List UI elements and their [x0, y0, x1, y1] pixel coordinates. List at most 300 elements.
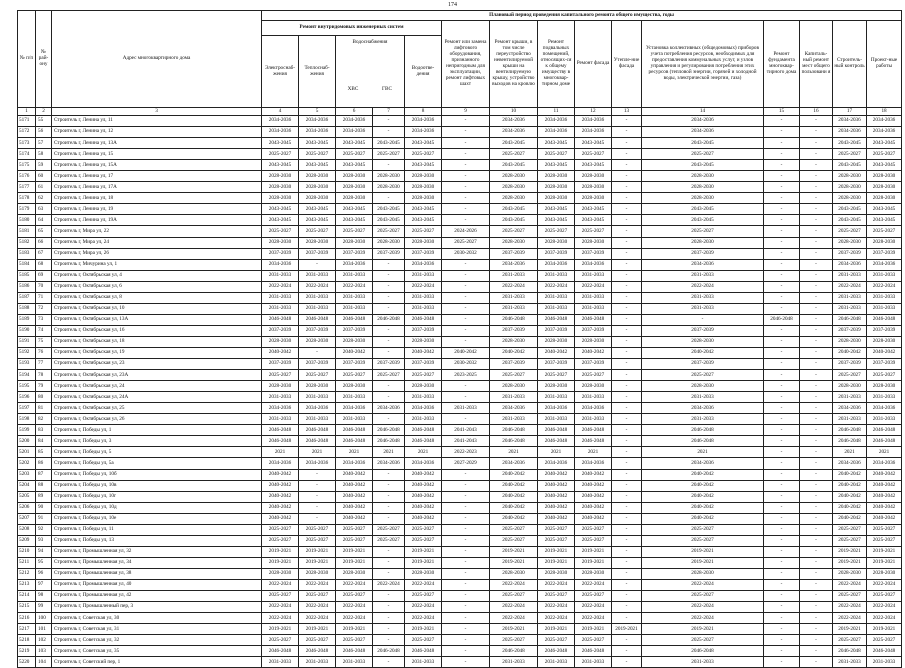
period-cell: 2022-2024: [833, 613, 867, 624]
period-cell: 2022-2024: [575, 281, 612, 292]
period-cell: 2031-2033: [642, 292, 764, 303]
period-cell: 2034-2036: [833, 116, 867, 127]
period-cell: -: [764, 370, 800, 381]
period-cell: 2031-2033: [538, 657, 575, 668]
period-cell: 2034-2036: [373, 403, 405, 414]
period-cell: 2019-2021: [336, 546, 373, 557]
period-cell: 2031-2033: [538, 270, 575, 281]
period-cell: 2025-2027: [575, 591, 612, 602]
address-cell: Строитель г, Октябрьская ул, 23: [52, 359, 262, 370]
period-cell: 2046-2048: [373, 646, 405, 657]
period-cell: 2037-2039: [833, 248, 867, 259]
period-cell: -: [764, 215, 800, 226]
period-cell: 2037-2039: [405, 248, 442, 259]
period-cell: 2027-2029: [442, 458, 490, 469]
period-cell: 2028-2030: [575, 336, 612, 347]
period-cell: 2028-2030: [299, 193, 336, 204]
district-number: 95: [36, 557, 52, 568]
period-cell: 2025-2027: [405, 370, 442, 381]
period-cell: 2028-2030: [867, 171, 902, 182]
period-cell: -: [800, 381, 833, 392]
period-cell: 2019-2021: [538, 546, 575, 557]
district-number: 102: [36, 635, 52, 646]
period-cell: -: [612, 579, 642, 590]
period-cell: 2043-2045: [490, 160, 538, 171]
period-cell: 2028-2030: [575, 568, 612, 579]
period-cell: -: [612, 469, 642, 480]
column-number: 17: [833, 108, 867, 116]
period-cell: -: [442, 613, 490, 624]
period-cell: -: [764, 425, 800, 436]
district-number: 88: [36, 480, 52, 491]
row-number: 5186: [18, 281, 36, 292]
header-internal-systems: Ремонт внутридомовых инженерных систем: [262, 21, 442, 36]
header-water: [336, 36, 405, 108]
period-cell: -: [764, 557, 800, 568]
period-cell: 2034-2036: [642, 127, 764, 138]
period-cell: 2019-2021: [490, 624, 538, 635]
period-cell: 2028-2030: [405, 171, 442, 182]
period-cell: 2028-2030: [642, 568, 764, 579]
period-cell: 2019-2021: [299, 546, 336, 557]
period-cell: 2028-2030: [373, 182, 405, 193]
period-cell: -: [442, 591, 490, 602]
row-number: 5202: [18, 458, 36, 469]
column-number: 18: [867, 108, 902, 116]
period-cell: -: [442, 171, 490, 182]
period-cell: 2028-2030: [538, 182, 575, 193]
period-cell: -: [764, 436, 800, 447]
period-cell: 2019-2021: [612, 624, 642, 635]
period-cell: 2019-2021: [833, 557, 867, 568]
period-cell: 2034-2036: [867, 116, 902, 127]
table-row: [18, 480, 902, 491]
period-cell: 2043-2045: [642, 204, 764, 215]
period-cell: 2028-2030: [642, 336, 764, 347]
period-cell: -: [442, 624, 490, 635]
period-cell: 2037-2039: [833, 359, 867, 370]
period-cell: 2043-2045: [299, 204, 336, 215]
period-cell: 2022-2024: [867, 602, 902, 613]
period-cell: 2037-2039: [405, 359, 442, 370]
period-cell: 2034-2036: [833, 127, 867, 138]
address-cell: Строитель г, Октябрьская ул, 19: [52, 347, 262, 358]
period-cell: 2028-2030: [336, 171, 373, 182]
period-cell: 2028-2030: [262, 193, 299, 204]
period-cell: -: [442, 270, 490, 281]
period-cell: 2031-2033: [575, 292, 612, 303]
row-number: 5174: [18, 149, 36, 160]
period-cell: 2046-2048: [538, 314, 575, 325]
period-cell: 2037-2039: [538, 325, 575, 336]
period-cell: 2046-2048: [373, 425, 405, 436]
period-cell: -: [612, 281, 642, 292]
period-cell: 2019-2021: [262, 557, 299, 568]
table-row: [18, 624, 902, 635]
period-cell: 2024-2026: [442, 226, 490, 237]
period-cell: 2025-2027: [642, 591, 764, 602]
period-cell: 2037-2039: [538, 248, 575, 259]
period-cell: 2025-2027: [642, 524, 764, 535]
period-cell: 2019-2021: [833, 546, 867, 557]
period-cell: 2025-2027: [336, 535, 373, 546]
period-cell: -: [373, 116, 405, 127]
period-cell: 2025-2027: [299, 370, 336, 381]
period-cell: -: [764, 359, 800, 370]
column-numbers-row: [18, 108, 902, 116]
row-number: 5217: [18, 624, 36, 635]
period-cell: -: [764, 535, 800, 546]
period-cell: 2025-2027: [336, 591, 373, 602]
period-cell: -: [764, 182, 800, 193]
period-cell: 2022-2024: [405, 602, 442, 613]
table-row: [18, 204, 902, 215]
period-cell: 2025-2027: [405, 591, 442, 602]
period-cell: -: [442, 414, 490, 425]
period-cell: -: [612, 425, 642, 436]
address-cell: Строитель г, Победы ул, 5: [52, 447, 262, 458]
address-cell: Строитель г, Победы ул, 10г: [52, 491, 262, 502]
period-cell: 2037-2039: [642, 325, 764, 336]
period-cell: 2022-2024: [642, 579, 764, 590]
period-cell: 2034-2036: [833, 458, 867, 469]
period-cell: 2037-2039: [575, 325, 612, 336]
period-cell: 2028-2030: [833, 336, 867, 347]
period-cell: 2025-2027: [373, 370, 405, 381]
period-cell: 2025-2027: [373, 535, 405, 546]
column-number: 4: [262, 108, 299, 116]
district-number: 81: [36, 403, 52, 414]
period-cell: 2025-2027: [262, 535, 299, 546]
period-cell: 2028-2030: [490, 336, 538, 347]
period-cell: 2034-2036: [833, 403, 867, 414]
period-cell: -: [764, 204, 800, 215]
period-cell: -: [764, 591, 800, 602]
table-row: [18, 127, 902, 138]
period-cell: 2040-2042: [867, 491, 902, 502]
address-cell: Строитель г, Мира ул, 24: [52, 237, 262, 248]
row-number: 5193: [18, 359, 36, 370]
period-cell: -: [442, 259, 490, 270]
period-cell: 2028-2030: [405, 237, 442, 248]
period-cell: -: [800, 292, 833, 303]
header-hvs: ХВС: [347, 86, 359, 93]
row-number: 5191: [18, 336, 36, 347]
period-cell: 2028-2030: [490, 171, 538, 182]
period-cell: 2034-2036: [642, 458, 764, 469]
period-cell: 2022-2024: [867, 281, 902, 292]
district-number: 68: [36, 259, 52, 270]
period-cell: 2028-2030: [642, 381, 764, 392]
district-number: 67: [36, 248, 52, 259]
district-number: 92: [36, 524, 52, 535]
period-cell: -: [612, 591, 642, 602]
table-row: [18, 392, 902, 403]
period-cell: 2025-2027: [867, 370, 902, 381]
period-cell: 2046-2048: [538, 436, 575, 447]
period-cell: 2022-2024: [299, 602, 336, 613]
period-cell: 2031-2033: [299, 303, 336, 314]
period-cell: 2022-2024: [575, 613, 612, 624]
table-row: [18, 657, 902, 668]
period-cell: 2031-2033: [405, 657, 442, 668]
period-cell: -: [764, 546, 800, 557]
period-cell: -: [373, 392, 405, 403]
district-number: 57: [36, 138, 52, 149]
period-cell: 2037-2039: [867, 325, 902, 336]
address-cell: Строитель г, Победы ул, 3: [52, 436, 262, 447]
period-cell: 2037-2039: [262, 248, 299, 259]
period-cell: -: [764, 226, 800, 237]
period-cell: 2046-2048: [642, 425, 764, 436]
period-cell: -: [612, 546, 642, 557]
period-cell: -: [373, 281, 405, 292]
period-cell: 2040-2042: [642, 480, 764, 491]
table-row: [18, 116, 902, 127]
period-cell: 2025-2027: [490, 591, 538, 602]
period-cell: -: [764, 303, 800, 314]
row-number: 5198: [18, 414, 36, 425]
period-cell: -: [800, 568, 833, 579]
period-cell: -: [764, 513, 800, 524]
period-cell: 2037-2039: [490, 325, 538, 336]
column-number: 13: [612, 108, 642, 116]
address-cell: Строитель г, Ленина ул, 19: [52, 204, 262, 215]
period-cell: -: [612, 347, 642, 358]
period-cell: 2040-2042: [405, 469, 442, 480]
period-cell: 2028-2030: [642, 182, 764, 193]
period-cell: 2028-2030: [373, 171, 405, 182]
period-cell: 2025-2027: [299, 591, 336, 602]
period-cell: 2028-2030: [262, 568, 299, 579]
address-cell: Строитель г, Промышленная ул, 32: [52, 546, 262, 557]
period-cell: 2021: [538, 447, 575, 458]
header-facade-insulation: Утепле-ние фасада: [612, 21, 642, 108]
period-cell: 2046-2048: [490, 425, 538, 436]
period-cell: -: [612, 303, 642, 314]
period-cell: 2040-2042: [336, 502, 373, 513]
period-cell: 2028-2030: [575, 381, 612, 392]
table-row: [18, 215, 902, 226]
period-cell: 2031-2033: [538, 292, 575, 303]
period-cell: -: [373, 469, 405, 480]
period-cell: -: [764, 138, 800, 149]
period-cell: 2028-2030: [867, 568, 902, 579]
period-cell: 2031-2033: [405, 303, 442, 314]
period-cell: 2022-2024: [336, 613, 373, 624]
period-cell: 2031-2033: [442, 403, 490, 414]
period-cell: 2043-2045: [336, 215, 373, 226]
table-row: [18, 259, 902, 270]
period-cell: 2046-2048: [262, 436, 299, 447]
column-number: 15: [764, 108, 800, 116]
period-cell: -: [373, 502, 405, 513]
period-cell: 2040-2042: [538, 491, 575, 502]
period-cell: -: [800, 458, 833, 469]
period-cell: 2034-2036: [490, 116, 538, 127]
period-cell: 2025-2027: [833, 524, 867, 535]
period-cell: 2046-2048: [867, 646, 902, 657]
period-cell: 2037-2039: [405, 325, 442, 336]
period-cell: -: [800, 237, 833, 248]
period-cell: -: [800, 392, 833, 403]
row-number: 5175: [18, 160, 36, 171]
row-number: 5176: [18, 171, 36, 182]
period-cell: 2034-2036: [336, 458, 373, 469]
period-cell: 2040-2042: [867, 513, 902, 524]
period-cell: 2043-2045: [336, 204, 373, 215]
period-cell: -: [612, 370, 642, 381]
period-cell: 2031-2033: [490, 292, 538, 303]
district-number: 73: [36, 314, 52, 325]
period-cell: 2034-2036: [575, 403, 612, 414]
period-cell: -: [612, 171, 642, 182]
period-cell: -: [764, 281, 800, 292]
period-cell: 2034-2036: [336, 403, 373, 414]
period-cell: 2028-2030: [538, 193, 575, 204]
row-number: 5199: [18, 425, 36, 436]
period-cell: 2028-2030: [262, 182, 299, 193]
period-cell: 2037-2039: [642, 248, 764, 259]
row-number: 5218: [18, 635, 36, 646]
address-cell: Строитель г, Победы ул, 13: [52, 535, 262, 546]
period-cell: -: [764, 149, 800, 160]
period-cell: -: [373, 491, 405, 502]
district-number: 104: [36, 657, 52, 668]
column-number: 12: [575, 108, 612, 116]
period-cell: 2022-2024: [299, 281, 336, 292]
address-cell: Строитель г, Победы ул, 1: [52, 425, 262, 436]
period-cell: 2037-2039: [262, 359, 299, 370]
period-cell: 2046-2048: [262, 314, 299, 325]
period-cell: -: [764, 469, 800, 480]
district-number: 84: [36, 436, 52, 447]
period-cell: -: [612, 160, 642, 171]
period-cell: -: [800, 127, 833, 138]
period-cell: 2019-2021: [867, 557, 902, 568]
period-cell: -: [442, 193, 490, 204]
period-cell: 2046-2048: [336, 314, 373, 325]
period-cell: 2019-2021: [490, 546, 538, 557]
period-cell: 2028-2030: [336, 193, 373, 204]
period-cell: -: [442, 602, 490, 613]
period-cell: -: [373, 325, 405, 336]
period-cell: 2028-2030: [262, 381, 299, 392]
district-number: 103: [36, 646, 52, 657]
period-cell: -: [442, 646, 490, 657]
period-cell: 2043-2045: [833, 138, 867, 149]
period-cell: 2046-2048: [262, 425, 299, 436]
period-cell: 2046-2048: [405, 314, 442, 325]
period-cell: 2043-2045: [405, 138, 442, 149]
table-row: [18, 414, 902, 425]
period-cell: 2040-2042: [490, 347, 538, 358]
period-cell: 2043-2045: [373, 204, 405, 215]
period-cell: -: [442, 480, 490, 491]
period-cell: 2037-2039: [642, 359, 764, 370]
address-cell: Строитель г, Октябрьская ул, 25: [52, 403, 262, 414]
period-cell: -: [800, 138, 833, 149]
period-cell: -: [800, 248, 833, 259]
period-cell: 2031-2033: [575, 392, 612, 403]
period-cell: 2028-2030: [336, 336, 373, 347]
table-row: [18, 513, 902, 524]
address-cell: Строитель г, Советская ул, 31: [52, 624, 262, 635]
period-cell: -: [800, 116, 833, 127]
period-cell: -: [612, 414, 642, 425]
address-cell: Строитель г, Октябрьская ул, 26: [52, 414, 262, 425]
period-cell: 2031-2033: [490, 303, 538, 314]
period-cell: 2025-2027: [262, 149, 299, 160]
period-cell: 2022-2024: [490, 281, 538, 292]
district-number: 90: [36, 502, 52, 513]
district-number: 66: [36, 237, 52, 248]
row-number: 5187: [18, 292, 36, 303]
table-row: [18, 635, 902, 646]
period-cell: 2034-2036: [405, 127, 442, 138]
period-cell: 2028-2030: [405, 568, 442, 579]
period-cell: 2034-2036: [575, 116, 612, 127]
period-cell: 2022-2024: [405, 281, 442, 292]
row-number: 5212: [18, 568, 36, 579]
period-cell: 2022-2024: [490, 579, 538, 590]
address-cell: Строитель г, Ленина ул, 18: [52, 193, 262, 204]
period-cell: 2040-2042: [833, 347, 867, 358]
period-cell: -: [442, 116, 490, 127]
table-row: [18, 469, 902, 480]
period-cell: 2028-2030: [405, 381, 442, 392]
column-number: 7: [373, 108, 405, 116]
header-address: Адрес многоквартирного дома: [52, 11, 262, 108]
period-cell: 2031-2033: [575, 414, 612, 425]
period-cell: 2040-2042: [262, 347, 299, 358]
header-construction-control: Строитель-ный контроль: [833, 21, 867, 108]
header-water-label: Водоснабжения: [352, 39, 388, 45]
period-cell: 2021: [299, 447, 336, 458]
period-cell: 2022-2024: [490, 602, 538, 613]
row-number: 5179: [18, 204, 36, 215]
period-cell: 2019-2021: [833, 624, 867, 635]
period-cell: 2034-2036: [405, 403, 442, 414]
district-number: 98: [36, 591, 52, 602]
period-cell: 2022-2024: [575, 579, 612, 590]
period-cell: 2031-2033: [262, 270, 299, 281]
period-cell: 2028-2030: [262, 237, 299, 248]
period-cell: -: [764, 248, 800, 259]
period-cell: 2031-2033: [538, 392, 575, 403]
period-cell: -: [800, 579, 833, 590]
period-cell: 2043-2045: [833, 204, 867, 215]
period-cell: 2034-2036: [833, 259, 867, 270]
address-cell: Строитель г, Советская ул, 35: [52, 646, 262, 657]
period-cell: -: [764, 613, 800, 624]
period-cell: -: [800, 425, 833, 436]
period-cell: 2040-2042: [642, 347, 764, 358]
period-cell: 2034-2036: [490, 458, 538, 469]
period-cell: 2028-2030: [299, 568, 336, 579]
table-row: [18, 314, 902, 325]
period-cell: 2037-2039: [299, 325, 336, 336]
period-cell: 2031-2033: [299, 657, 336, 668]
row-number: 5201: [18, 447, 36, 458]
period-cell: 2019-2021: [575, 557, 612, 568]
period-cell: -: [764, 237, 800, 248]
period-cell: 2019-2021: [262, 546, 299, 557]
period-cell: 2028-2030: [262, 336, 299, 347]
period-cell: -: [800, 646, 833, 657]
period-cell: -: [800, 480, 833, 491]
period-cell: 2040-2042: [490, 469, 538, 480]
